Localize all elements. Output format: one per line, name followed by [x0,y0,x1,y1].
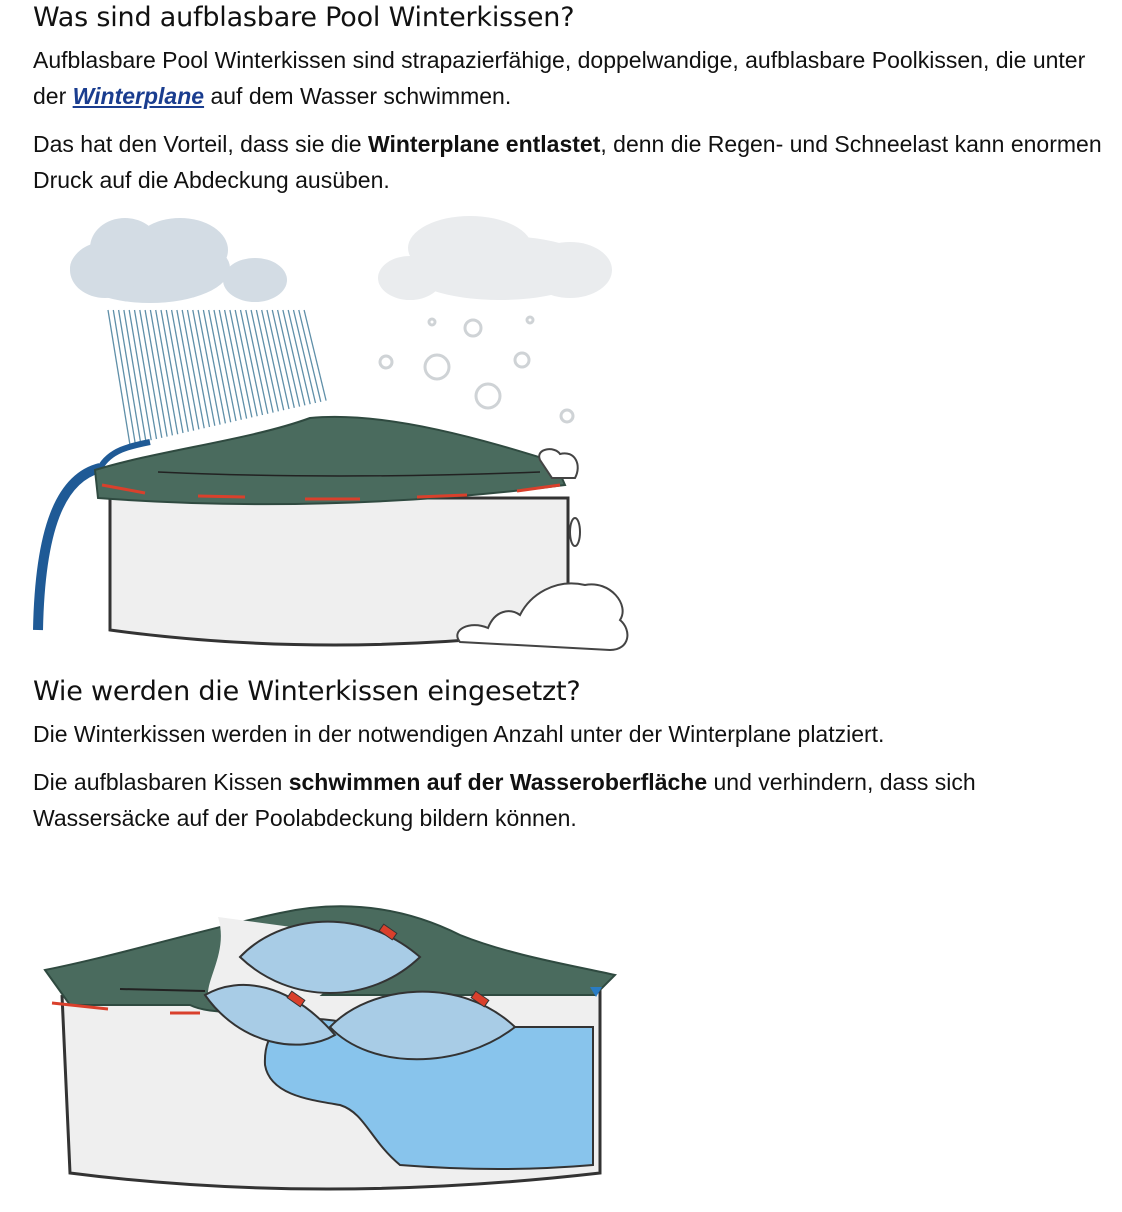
text-span: auf dem Wasser schwimmen. [204,83,512,109]
bold-text: Winterplane entlastet [367,131,601,157]
paragraph-advantage [33,126,1108,198]
text-span: und verhindern, dass sich Wassersäcke auf der Poolabdeckung bildern können. [33,769,976,831]
snowflakes [380,317,573,422]
paragraph-placement: Die Winterkissen werden in der notwendigen Anzahl unter der Winterplane platziert. [33,721,885,747]
text-span: Das hat den Vorteil, dass sie die [33,131,368,157]
rain-streak [299,310,321,402]
pool-rain-snow-illustration [30,210,640,660]
rain-streak [304,310,326,401]
section-title-what: Was sind aufblasbare Pool Winterkissen? [33,2,575,33]
winterplane-link[interactable]: Winterplane [72,83,205,109]
rope-left [38,468,100,630]
rain-cloud [70,218,287,303]
text-span: , denn die Regen- und Schneelast kann enormen Druck auf die Abdeckung ausüben. [33,131,1102,193]
paragraph-intro [33,42,1108,114]
pool-cushions-illustration [40,895,630,1205]
text-span: Aufblasbare Pool Winterkissen sind strapazierfähige, doppelwandige, aufblasbare Poolkissen, die unter der [33,47,1086,109]
paragraph-floating [33,764,1108,836]
text-span: Die aufblasbaren Kissen [33,769,289,795]
bold-text: schwimmen auf der Wasseroberfläche [288,769,708,795]
rain-streak [294,310,316,403]
section-title-how: Wie werden die Winterkissen eingesetzt? [33,676,581,707]
snow-cloud [378,216,612,300]
